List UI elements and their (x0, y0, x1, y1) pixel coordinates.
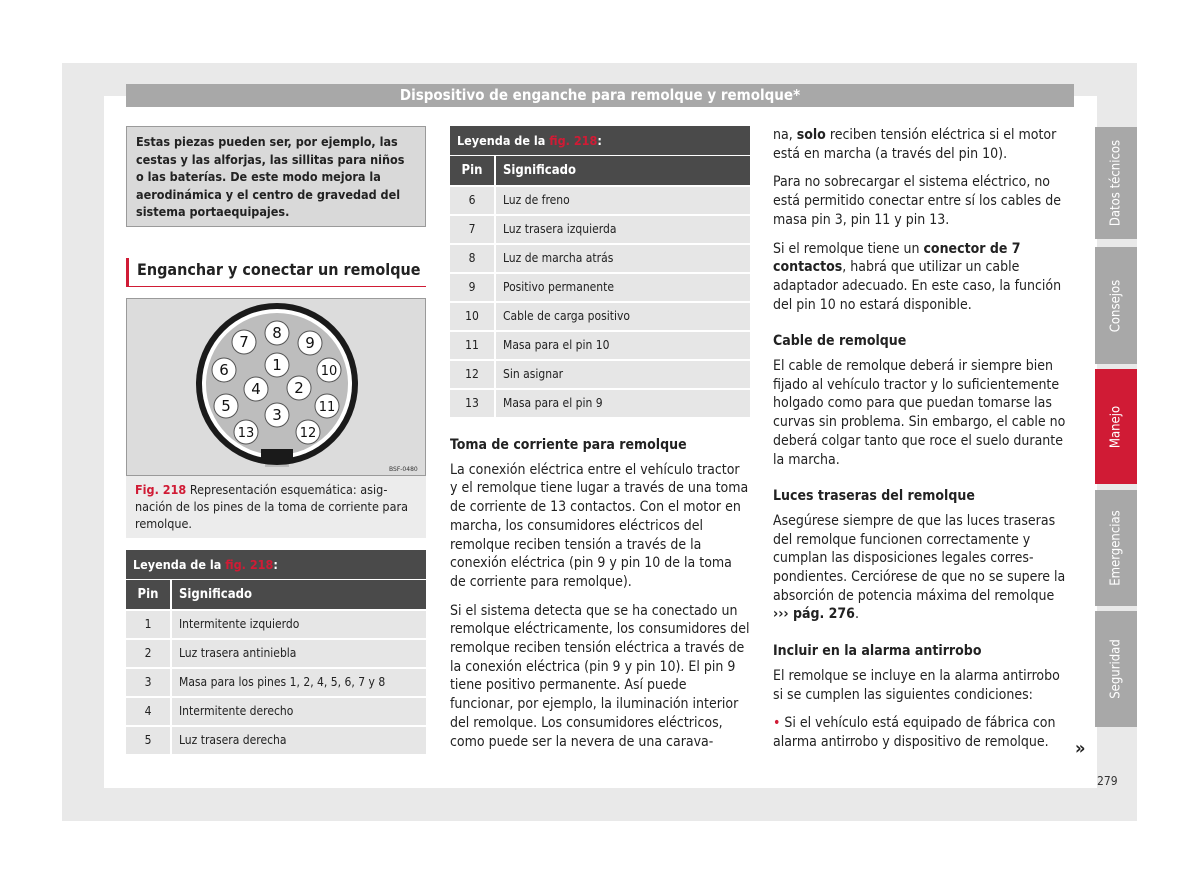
legend-2-title-prefix: Leyenda de la (457, 133, 550, 148)
legend-1-column-headers (126, 580, 426, 609)
text-run: na, (773, 127, 797, 143)
table-row (450, 390, 750, 417)
pin-label: 2 (294, 379, 304, 397)
column-2-text (450, 436, 750, 761)
table-row (450, 274, 750, 301)
paragraph-cable: El cable de remolque deberá ir siempre bien fijado al vehículo tractor y lo suficientemente holgado como para que puedan tomarse las curvas sin problema. Sin embargo, el cable no deberá colgar tanto que roce el suelo durante la marcha. (773, 358, 1066, 468)
paragraph-7-contactos (773, 240, 1073, 315)
figure-218 (126, 298, 426, 476)
text-run: Asegúrese siempre de que las luces traseras del remolque funcionen correctamente y cumplan las disposiciones legales correspondientes. Cerciórese de que no se supere la absorción de potencia máxima del remolque (773, 512, 1066, 604)
legend-2-column-headers (450, 156, 750, 185)
pin-cell: 1 (126, 611, 170, 638)
pin-cell: 13 (450, 390, 494, 417)
legend-2-title (450, 126, 750, 156)
pin-cell: 5 (126, 727, 170, 754)
tab-consejos[interactable] (1095, 247, 1137, 364)
tab-seguridad[interactable] (1095, 611, 1137, 727)
section-title: Enganchar y conectar un remolque (126, 258, 426, 287)
bullet-icon: • (773, 715, 781, 732)
text-bold-conector: conector de 7 contactos (773, 240, 1021, 276)
legend-table-2 (450, 126, 750, 417)
text-run: reciben tensión eléctrica si el motor está en marcha (a través del pin 10). (773, 127, 1057, 162)
bullet-item-alarma (773, 714, 1073, 751)
legend-2-col-pin: Pin (461, 163, 483, 178)
legend-1-title-prefix: Leyenda de la (133, 557, 226, 572)
meaning-cell: Luz trasera antiniebla (170, 640, 426, 667)
table-row (450, 216, 750, 243)
paragraph-masa: Para no sobrecargar el sistema eléctrico, no está permitido conectar entre sí los cables de masa pin 3, pin 11 y pin 13. (773, 174, 1061, 228)
meaning-cell: Positivo permanente (494, 274, 750, 301)
meaning-cell: Masa para los pines 1, 2, 4, 5, 6, 7 y 8 (170, 669, 426, 696)
pin-cell: 2 (126, 640, 170, 667)
pin-cell: 9 (450, 274, 494, 301)
legend-2-fig-ref: fig. 218 (549, 133, 598, 148)
tab-label: Seguridad (1108, 639, 1124, 699)
pin-label: 1 (272, 356, 282, 374)
table-row (450, 187, 750, 214)
figure-code: BSF-0480 (389, 466, 418, 473)
pin-cell: 12 (450, 361, 494, 388)
pin-label: 13 (237, 426, 255, 441)
meaning-cell: Luz de freno (494, 187, 750, 214)
legend-1-fig-ref: fig. 218 (225, 557, 274, 572)
pin-label: 7 (239, 333, 249, 351)
pin-label: 3 (272, 406, 282, 424)
table-row (450, 361, 750, 388)
pin-cell: 3 (126, 669, 170, 696)
tab-label: Consejos (1108, 279, 1124, 332)
text-run: . (854, 606, 859, 623)
tab-datos-tecnicos[interactable] (1095, 127, 1137, 239)
paragraph-toma-2: Si el sistema detecta que se ha conectado un remolque eléctricamente, los consumidores del remolque reciben tensión eléctrica a través de la conexión eléctrica (pin 9 y pin 10). El pin 9 tiene positivo permanente. Así puede funcionar, por ejemplo, la iluminación interior del remolque. Los consumidores eléctricos, como puede ser la nevera de una carava- (450, 602, 750, 750)
meaning-cell: Intermitente izquierdo (170, 611, 426, 638)
pin-cell: 6 (450, 187, 494, 214)
table-row (450, 303, 750, 330)
table-row (126, 727, 426, 754)
legend-1-col-meaning: Significado (170, 580, 426, 609)
table-row (126, 611, 426, 638)
figure-caption (126, 476, 426, 538)
pin-label: 11 (318, 400, 336, 415)
meaning-cell: Cable de carga positivo (494, 303, 750, 330)
meaning-cell: Luz trasera derecha (170, 727, 426, 754)
legend-1-title-suffix: : (273, 557, 278, 572)
paragraph-caravana (773, 126, 1073, 163)
heading-cable: Cable de remolque (773, 333, 907, 350)
pin-cell: 7 (450, 216, 494, 243)
meaning-cell: Masa para el pin 9 (494, 390, 750, 417)
tab-manejo[interactable] (1095, 369, 1137, 484)
meaning-cell: Intermitente derecho (170, 698, 426, 725)
legend-2-title-suffix: : (597, 133, 602, 148)
heading-toma: Toma de corriente para remolque (450, 437, 687, 453)
heading-alarma: Incluir en la alarma antirrobo (773, 643, 982, 660)
pin-label: 4 (251, 380, 261, 398)
text-run: , habrá que utilizar un cable adaptador adecuado. En este caso, la función del pin 10 no estará disponible. (773, 259, 1062, 313)
text-run: Si el vehículo está equipado de fábrica con alarma antirrobo y dispositivo de remolque. (773, 715, 1056, 750)
pin-label: 6 (219, 361, 229, 379)
pin-label: 8 (272, 324, 282, 342)
meaning-cell: Luz trasera izquierda (494, 216, 750, 243)
paragraph-alarma: El remolque se incluye en la alarma antirrobo si se cumplen las siguientes condiciones: (773, 667, 1060, 703)
meaning-cell: Luz de marcha atrás (494, 245, 750, 272)
continue-icon: » (1075, 738, 1086, 759)
table-row (126, 669, 426, 696)
table-row (126, 698, 426, 725)
tab-label: Manejo (1108, 405, 1124, 448)
meaning-cell: Masa para el pin 10 (494, 332, 750, 359)
tab-label: Emergencias (1108, 510, 1124, 586)
legend-2-col-meaning: Significado (494, 156, 750, 185)
table-row (126, 640, 426, 667)
intro-note: Estas piezas pueden ser, por ejemplo, las cestas y las alforjas, las sillitas para niños o las baterías. De este modo mejora la aerodinámica y el centro de gravedad del sistema portaequipajes. (126, 126, 426, 227)
paragraph-luces (773, 512, 1073, 624)
pin-cell: 11 (450, 332, 494, 359)
legend-2-rows (450, 187, 750, 417)
legend-1-col-pin: Pin (137, 587, 159, 602)
heading-luces: Luces traseras del remolque (773, 488, 975, 505)
column-3-text (773, 126, 1073, 762)
tab-label: Datos técnicos (1108, 139, 1124, 227)
pin-cell: 10 (450, 303, 494, 330)
legend-table-1 (126, 550, 426, 754)
tab-emergencias[interactable] (1095, 490, 1137, 606)
page-reference-link[interactable]: ››› pág. 276 (773, 606, 855, 623)
legend-1-rows (126, 611, 426, 754)
page-number: 279 (1097, 774, 1118, 788)
pin-cell: 4 (126, 698, 170, 725)
paragraph-toma-1: La conexión eléctrica entre el vehículo tractor y el remolque tiene lugar a través de una toma de corriente de 13 contactos. Con el motor en marcha, los consumidores eléctricos del remolque reciben tensión a través de la conexión eléctrica (pin 9 y pin 10 de la toma de corriente para remolque). (450, 461, 749, 590)
pin-cell: 8 (450, 245, 494, 272)
pin-label: 5 (221, 397, 231, 415)
pin-label: 10 (320, 364, 338, 379)
legend-1-title (126, 550, 426, 580)
figure-label: Fig. 218 (135, 482, 187, 497)
figure-caption-text: Representación esquemática: asignación de los pines de la toma de corriente para remolque. (135, 482, 408, 531)
text-bold-solo: solo (796, 127, 826, 143)
pin-label: 9 (305, 334, 315, 352)
table-row (450, 332, 750, 359)
meaning-cell: Sin asignar (494, 361, 750, 388)
table-row (450, 245, 750, 272)
text-run: Si el remolque tiene un (773, 240, 924, 257)
pin-label: 12 (299, 426, 317, 441)
chapter-header: Dispositivo de enganche para remolque y remolque* (126, 84, 1074, 107)
connector-diagram (127, 299, 425, 475)
